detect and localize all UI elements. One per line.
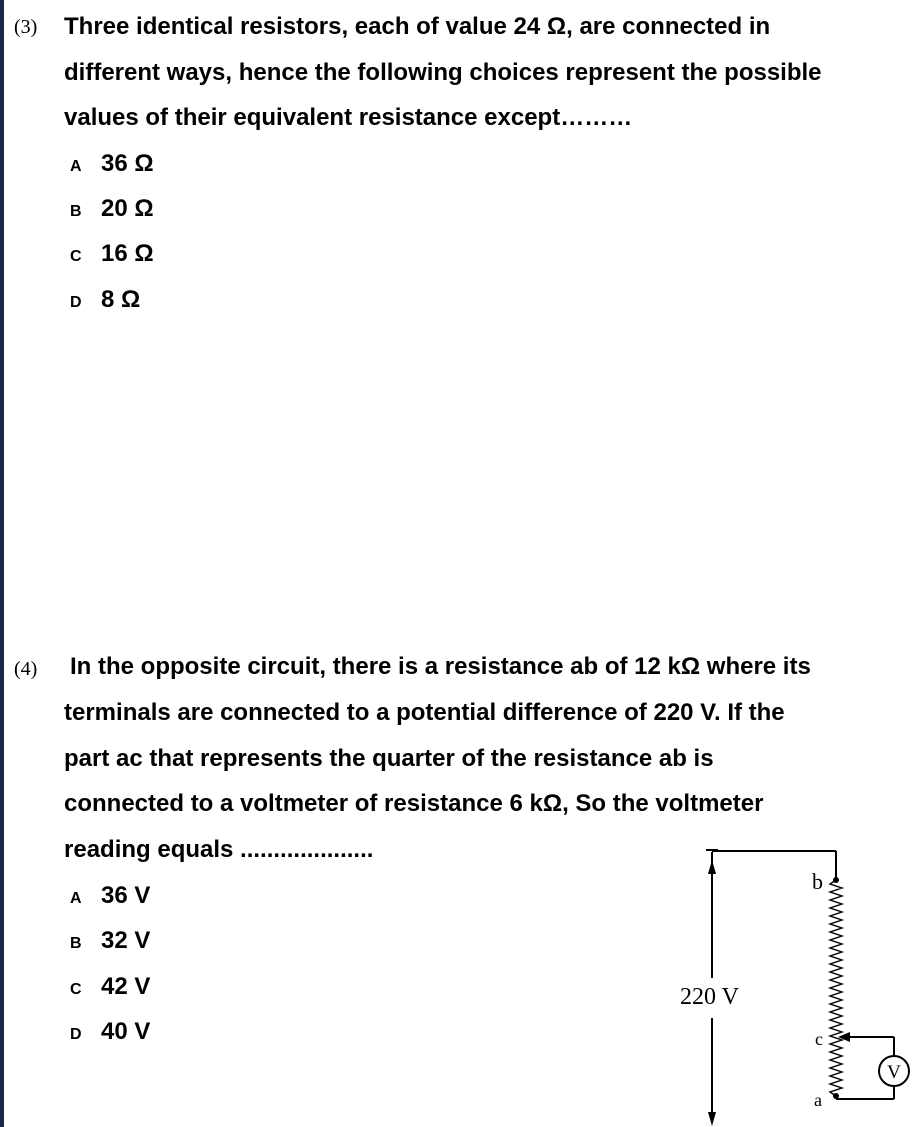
option-letter: A bbox=[70, 158, 82, 175]
circuit-diagram bbox=[670, 840, 915, 1127]
question-number: (3) bbox=[14, 16, 38, 38]
point-a-label: a bbox=[814, 1090, 822, 1110]
left-border-bar bbox=[0, 0, 4, 1127]
option-letter: A bbox=[70, 890, 82, 907]
arrow-down-icon bbox=[708, 1112, 716, 1126]
question-text-line: Three identical resistors, each of value 24 Ω, are connected in bbox=[64, 13, 771, 40]
question-text-line: reading equals .................... bbox=[64, 836, 374, 863]
option-text: 36 Ω bbox=[101, 150, 154, 177]
terminal-b-dot bbox=[833, 877, 839, 883]
option-text: 20 Ω bbox=[101, 195, 154, 222]
option-text: 40 V bbox=[101, 1018, 151, 1045]
option-text: 8 Ω bbox=[101, 286, 141, 313]
question-text-line: In the opposite circuit, there is a resistance ab of 12 kΩ where its bbox=[70, 653, 811, 680]
question-text-line: values of their equivalent resistance except……… bbox=[64, 104, 633, 131]
option-letter: B bbox=[70, 203, 82, 220]
option-text: 42 V bbox=[101, 973, 151, 1000]
question-text-line: part ac that represents the quarter of the resistance ab is bbox=[64, 745, 714, 772]
point-b-label: b bbox=[812, 869, 823, 894]
option-letter: C bbox=[70, 248, 82, 265]
arrow-up-icon bbox=[708, 860, 716, 874]
option-text: 36 V bbox=[101, 882, 151, 909]
question-text-line: connected to a voltmeter of resistance 6 kΩ, So the voltmeter bbox=[64, 790, 764, 817]
question-text-line: different ways, hence the following choices represent the possible bbox=[64, 59, 822, 86]
question-text-line: terminals are connected to a potential difference of 220 V. If the bbox=[64, 699, 785, 726]
option-text: 16 Ω bbox=[101, 240, 154, 267]
voltmeter-symbol: V bbox=[887, 1062, 901, 1083]
option-letter: D bbox=[70, 1026, 82, 1043]
option-letter: B bbox=[70, 935, 82, 952]
option-text: 32 V bbox=[101, 927, 151, 954]
rheostat-resistor bbox=[830, 880, 842, 1096]
voltage-label: 220 V bbox=[680, 984, 739, 1010]
option-letter: D bbox=[70, 294, 82, 311]
point-c-label: c bbox=[815, 1029, 823, 1049]
question-number: (4) bbox=[14, 658, 38, 680]
option-letter: C bbox=[70, 981, 82, 998]
